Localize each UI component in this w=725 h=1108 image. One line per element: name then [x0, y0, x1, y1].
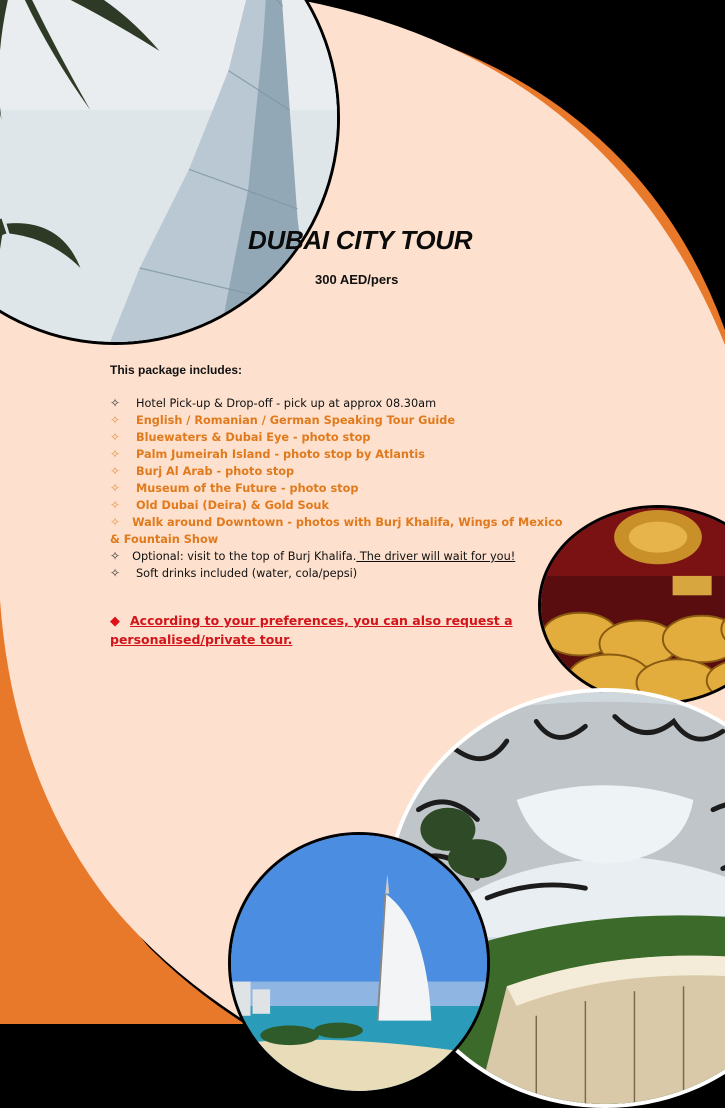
list-item-museum: ✧ Museum of the Future - photo stop	[110, 481, 359, 495]
diamond-outline-icon: ✧	[110, 481, 121, 495]
package-list	[110, 395, 570, 582]
diamond-outline-icon: ✧	[110, 566, 121, 580]
diamond-solid-icon: ◆	[110, 614, 120, 629]
list-item-downtown: ✧ Walk around Downtown - photos with Burj Khalifa, Wings of Mexico & Fountain Show	[110, 515, 563, 546]
diamond-outline-icon: ✧	[110, 498, 121, 512]
list-item-guide: ✧ English / Romanian / German Speaking Tour Guide	[110, 413, 456, 427]
diamond-outline-icon: ✧	[110, 515, 121, 529]
list-item-palm-jumeirah: ✧ Palm Jumeirah Island - photo stop by Atlantis	[110, 447, 425, 461]
list-item-bluewaters: ✧ Bluewaters & Dubai Eye - photo stop	[110, 430, 371, 444]
diamond-outline-icon: ✧	[110, 413, 121, 427]
list-item-drinks: ✧ Soft drinks included (water, cola/pepsi)	[110, 566, 358, 580]
burj-al-arab-photo	[228, 832, 490, 1094]
diamond-outline-icon: ✧	[110, 430, 121, 444]
price-label: 300 AED/pers	[315, 272, 399, 287]
page-title: DUBAI CITY TOUR	[248, 225, 473, 255]
list-item-burj-al-arab: ✧ Burj Al Arab - photo stop	[110, 464, 295, 478]
diamond-outline-icon: ✧	[110, 447, 121, 461]
package-intro: This package includes:	[110, 363, 243, 377]
list-item-old-dubai: ✧ Old Dubai (Deira) & Gold Souk	[110, 498, 329, 512]
diamond-outline-icon: ✧	[110, 396, 121, 410]
list-item-pickup: ✧ Hotel Pick-up & Drop-off - pick up at approx 08.30am	[110, 396, 437, 410]
diamond-outline-icon: ✧	[110, 464, 121, 478]
private-tour-note: ◆ According to your preferences, you can also request a personalised/private tour.	[110, 613, 513, 647]
diamond-outline-icon: ✧	[110, 549, 121, 563]
list-item-optional: ✧ Optional: visit to the top of Burj Khalifa. The driver will wait for you!	[110, 549, 516, 563]
